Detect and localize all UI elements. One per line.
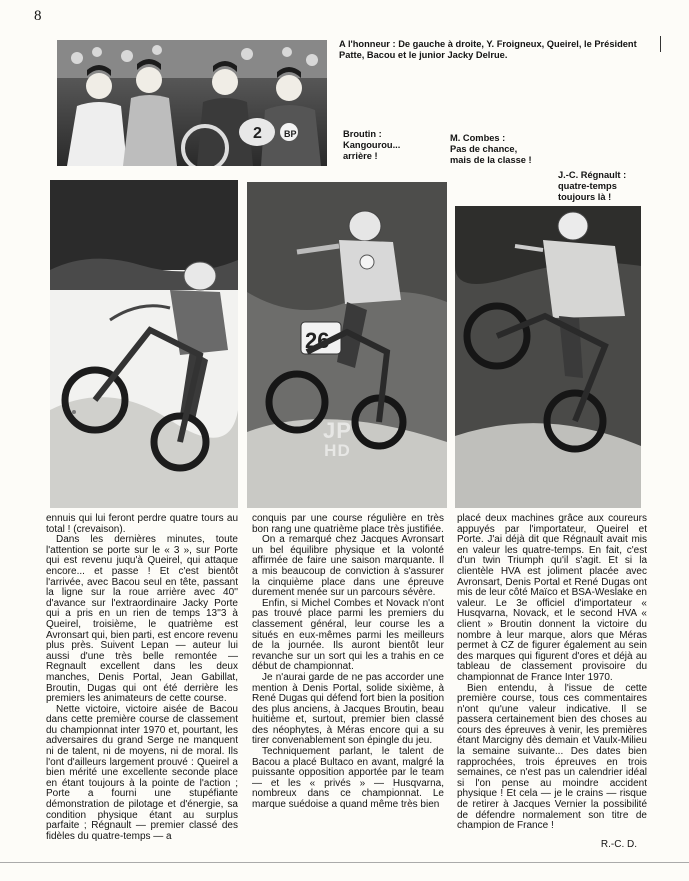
signature: R.-C. D. <box>600 838 637 850</box>
caption-broutin: Broutin : Kangourou... arrière ! <box>343 129 401 161</box>
watermark: JP HD <box>323 418 352 460</box>
paragraph: Nette victoire, victoire aisée de Bacou dans cette première course de classement du championnat inter 1970 et, pourtant, les adversaires du grand Serge ne manquent ni de talent, ni de moyens, ni de moral. Ils l'ont d'ailleurs largement prouvé : Queirel a bien mérité une excellente seconde place en étant toujours à la pointe de l'action ; Porte a fourni une stupéfiante démonstration de pilotage et d'énergie, sa condition physique étant au surplus parfaite ; Régnault — premier classé des fidèles du quatre-temps — a <box>46 703 238 842</box>
broutin-photo <box>50 180 238 508</box>
paragraph: Bien entendu, à l'issue de cette première course, tous ces commentaires n'ont qu'une valeur indicative. Il se passera certainement bien des choses au cours des épreuves à venir, les premières étant Marcigny dès demain et Vaulx-Milieu la semaine suivante... Des dates bien rapprochées, trois épreuves en trois semaines, ce n'est pas un calendrier idéal si l'on pense au moindre accident physique ! Et cela — je le crains — risque de retirer à Jacques Vernier la possibilité de défendre normalement son titre de champion de France ! <box>457 682 647 832</box>
paragraph: conquis par une course régulière en très bon rang une quatrième place très justifiée. <box>252 513 444 535</box>
crowd-bike-number: 2 <box>253 125 262 142</box>
paragraph: On a remarqué chez Jacques Avronsart un bel équilibre physique et la volonté affirmée de faire une saison marquante. Il a mis beaucoup de conviction à s'assurer la cinquième place dans une épreuve durement menée sur un parcours sévère. <box>252 534 444 599</box>
crowd-photo <box>57 40 327 166</box>
bottom-rule <box>0 862 689 863</box>
regnault-photo <box>455 206 641 508</box>
paragraph: Je n'aurai garde de ne pas accorder une mention à Denis Portal, solide sixième, à René Dugas qui défend fort bien la position des plus anciens, à Jacques Broutin, beau huitième et, surtout, premier bien classé des néophytes, à Méras encore qui a su tirer convenablement son épingle du jeu. <box>252 671 444 747</box>
paragraph: Techniquement parlant, le talent de Bacou a placé Bultaco en avant, malgré la puissante opposition apportée par le team — et les « privés » — Husqvarna, nombreux dans ce championnat. Le marque suédoise a quand même très bien <box>252 746 444 811</box>
article-column-3 <box>457 514 647 850</box>
caption-regnault: J.-C. Régnault : quatre-temps toujours là ! <box>558 170 627 202</box>
page-number: 8 <box>34 8 42 24</box>
paragraph: placé deux machines grâce aux coureurs appuyés par l'importateur, Queirel et Porte. J'ai déjà dit que Régnault avait mis en valeur les quatre-temps. En fait, c'est d'un twin Triumph qu'il s'agit. Et si la clientèle HVA est joliment placée avec Avronsart, Denis Portal et René Dugas ont mis de leur côté Maïco et BSA-Weslake en valeur. Le 3e officiel d'importateur « Husqvarna, Novack, et le second HVA « client » Broutin donnent la victoire du nombre à leur marque, alors que Méras permet à CZ de figurer également au sein des marques qui figurent d'ores et déjà au tableau de classement provisoire du championnat de France Inter 1970. <box>457 513 647 683</box>
article-column-2 <box>252 514 444 811</box>
article-column-1 <box>46 514 238 842</box>
caption-honneur <box>339 39 649 61</box>
top-rule <box>660 36 661 52</box>
paragraph: Dans les dernières minutes, toute l'attention se porte sur le « 3 », sur Porte qui est revenu juqu'à Queirel, qui attaque encore... et passe ! Et c'est bientôt l'arrivée, avec Bacou seul en tête, passant la ligne sur la roue arrière avec 40'' d'avance sur l'extraordinaire Jacky Porte qui a pris en un rien de temps 13''3 à Queirel, troisième, le quatrième est Avronsart qui, bien parti, est encore revenu plus près. Suivent Lepan — auteur lui aussi d'une très belle remontée — Regnault excellent dans les deux manches, Denis Portal, Jean Gabillat, Broutin, Dugas qui ont été derrière les premiers les animateurs de cette course. <box>46 534 238 705</box>
combes-bike-number: 26 <box>305 328 330 353</box>
caption-combes: M. Combes : Pas de chance, mais de la classe ! <box>450 133 532 165</box>
paragraph: Enfin, si Michel Combes et Novack n'ont pas trouvé place parmi les premiers du classement général, leur course les a situés en eux-mêmes parmi les meilleurs de la journée. Ils auront bientôt leur revanche sur un sort qui les a trahis en ce début de championnat. <box>252 597 444 673</box>
svg-text:BP: BP <box>284 129 297 139</box>
caption-honneur-text: A l'honneur : De gauche à droite, Y. Froigneux, Queirel, le Président Patte, Bacou et le junior Jacky Delrue. <box>339 39 637 60</box>
paragraph: ennuis qui lui feront perdre quatre tours au total ! (crevaison). <box>46 513 238 535</box>
